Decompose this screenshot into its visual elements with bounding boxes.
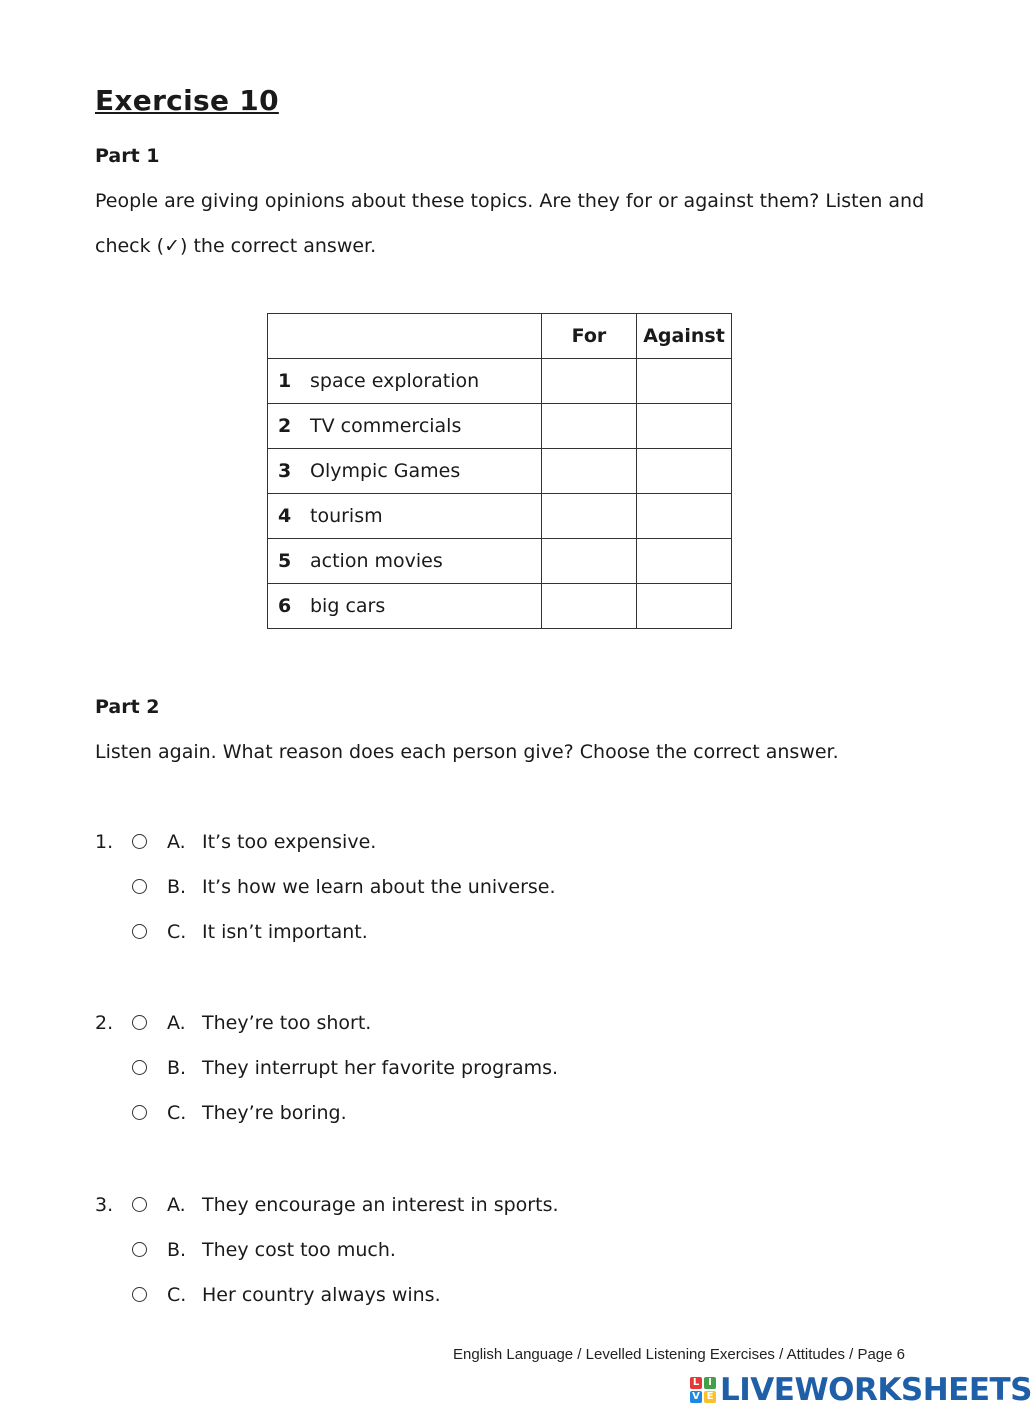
topic-number: 3 — [278, 460, 292, 482]
topic-cell — [268, 584, 542, 629]
option-text: They’re boring. — [202, 1102, 347, 1124]
option-text: They interrupt her favorite programs. — [202, 1057, 559, 1079]
against-cell[interactable] — [637, 584, 732, 629]
table-row — [268, 494, 732, 539]
table-header-for: For — [542, 314, 637, 359]
for-against-table — [267, 313, 732, 629]
part1-instruction-line1: People are giving opinions about these topics. Are they for or against them? Listen and — [95, 190, 925, 212]
radio-button[interactable] — [132, 1287, 147, 1302]
option-letter: B. — [167, 1057, 187, 1079]
option-letter: C. — [167, 1102, 187, 1124]
question-number: 3. — [95, 1194, 114, 1216]
topic-cell — [268, 449, 542, 494]
against-cell[interactable] — [637, 359, 732, 404]
radio-button[interactable] — [132, 924, 147, 939]
part2-instruction: Listen again. What reason does each person give? Choose the correct answer. — [95, 741, 839, 763]
exercise-title: Exercise 10 — [95, 84, 279, 117]
table-header-topic — [268, 314, 542, 359]
question-number: 2. — [95, 1012, 114, 1034]
for-cell[interactable] — [542, 449, 637, 494]
part1-instruction-line2: check (✓) the correct answer. — [95, 235, 377, 257]
part2-heading: Part 2 — [95, 696, 160, 718]
logo-grid-letter: V — [690, 1391, 702, 1403]
topic-label: TV commercials — [310, 415, 462, 437]
radio-button[interactable] — [132, 1242, 147, 1257]
for-cell[interactable] — [542, 404, 637, 449]
radio-button[interactable] — [132, 1105, 147, 1120]
topic-cell — [268, 494, 542, 539]
option-letter: A. — [167, 1012, 186, 1034]
option-text: They cost too much. — [202, 1239, 396, 1261]
topic-number: 4 — [278, 505, 292, 527]
topic-label: Olympic Games — [310, 460, 461, 482]
logo-grid-letter: I — [704, 1377, 716, 1389]
table-header-row — [268, 314, 732, 359]
option-letter: A. — [167, 1194, 186, 1216]
option-letter: A. — [167, 831, 186, 853]
for-cell[interactable] — [542, 359, 637, 404]
topic-number: 1 — [278, 370, 292, 392]
option-text: It’s how we learn about the universe. — [202, 876, 556, 898]
table-row — [268, 449, 732, 494]
option-letter: C. — [167, 921, 187, 943]
part1-heading: Part 1 — [95, 145, 160, 167]
radio-button[interactable] — [132, 879, 147, 894]
option-text: Her country always wins. — [202, 1284, 441, 1306]
radio-button[interactable] — [132, 1015, 147, 1030]
option-text: They encourage an interest in sports. — [202, 1194, 559, 1216]
logo-wordmark: LIVEWORKSHEETS — [720, 1372, 1032, 1408]
option-letter: C. — [167, 1284, 187, 1306]
against-cell[interactable] — [637, 539, 732, 584]
option-letter: B. — [167, 876, 187, 898]
topic-number: 2 — [278, 415, 292, 437]
topic-number: 5 — [278, 550, 292, 572]
topic-cell — [268, 359, 542, 404]
logo-grid-letter: L — [690, 1377, 702, 1389]
radio-button[interactable] — [132, 1060, 147, 1075]
radio-button[interactable] — [132, 834, 147, 849]
topic-cell — [268, 539, 542, 584]
for-cell[interactable] — [542, 584, 637, 629]
liveworksheets-logo — [690, 1372, 1032, 1408]
option-text: They’re too short. — [202, 1012, 372, 1034]
page-footer: English Language / Levelled Listening Exercises / Attitudes / Page 6 — [453, 1346, 905, 1363]
against-cell[interactable] — [637, 404, 732, 449]
against-cell[interactable] — [637, 494, 732, 539]
table-row — [268, 584, 732, 629]
logo-icon — [690, 1377, 716, 1403]
topic-label: tourism — [310, 505, 383, 527]
question-number: 1. — [95, 831, 114, 853]
topic-label: big cars — [310, 595, 386, 617]
table-header-against: Against — [637, 314, 732, 359]
logo-grid-letter: E — [704, 1391, 716, 1403]
against-cell[interactable] — [637, 449, 732, 494]
option-text: It’s too expensive. — [202, 831, 377, 853]
table-row — [268, 404, 732, 449]
for-cell[interactable] — [542, 539, 637, 584]
table-row — [268, 539, 732, 584]
topic-cell — [268, 404, 542, 449]
radio-button[interactable] — [132, 1197, 147, 1212]
topic-number: 6 — [278, 595, 292, 617]
option-text: It isn’t important. — [202, 921, 368, 943]
table-row — [268, 359, 732, 404]
option-letter: B. — [167, 1239, 187, 1261]
for-cell[interactable] — [542, 494, 637, 539]
topic-label: space exploration — [310, 370, 480, 392]
topic-label: action movies — [310, 550, 443, 572]
